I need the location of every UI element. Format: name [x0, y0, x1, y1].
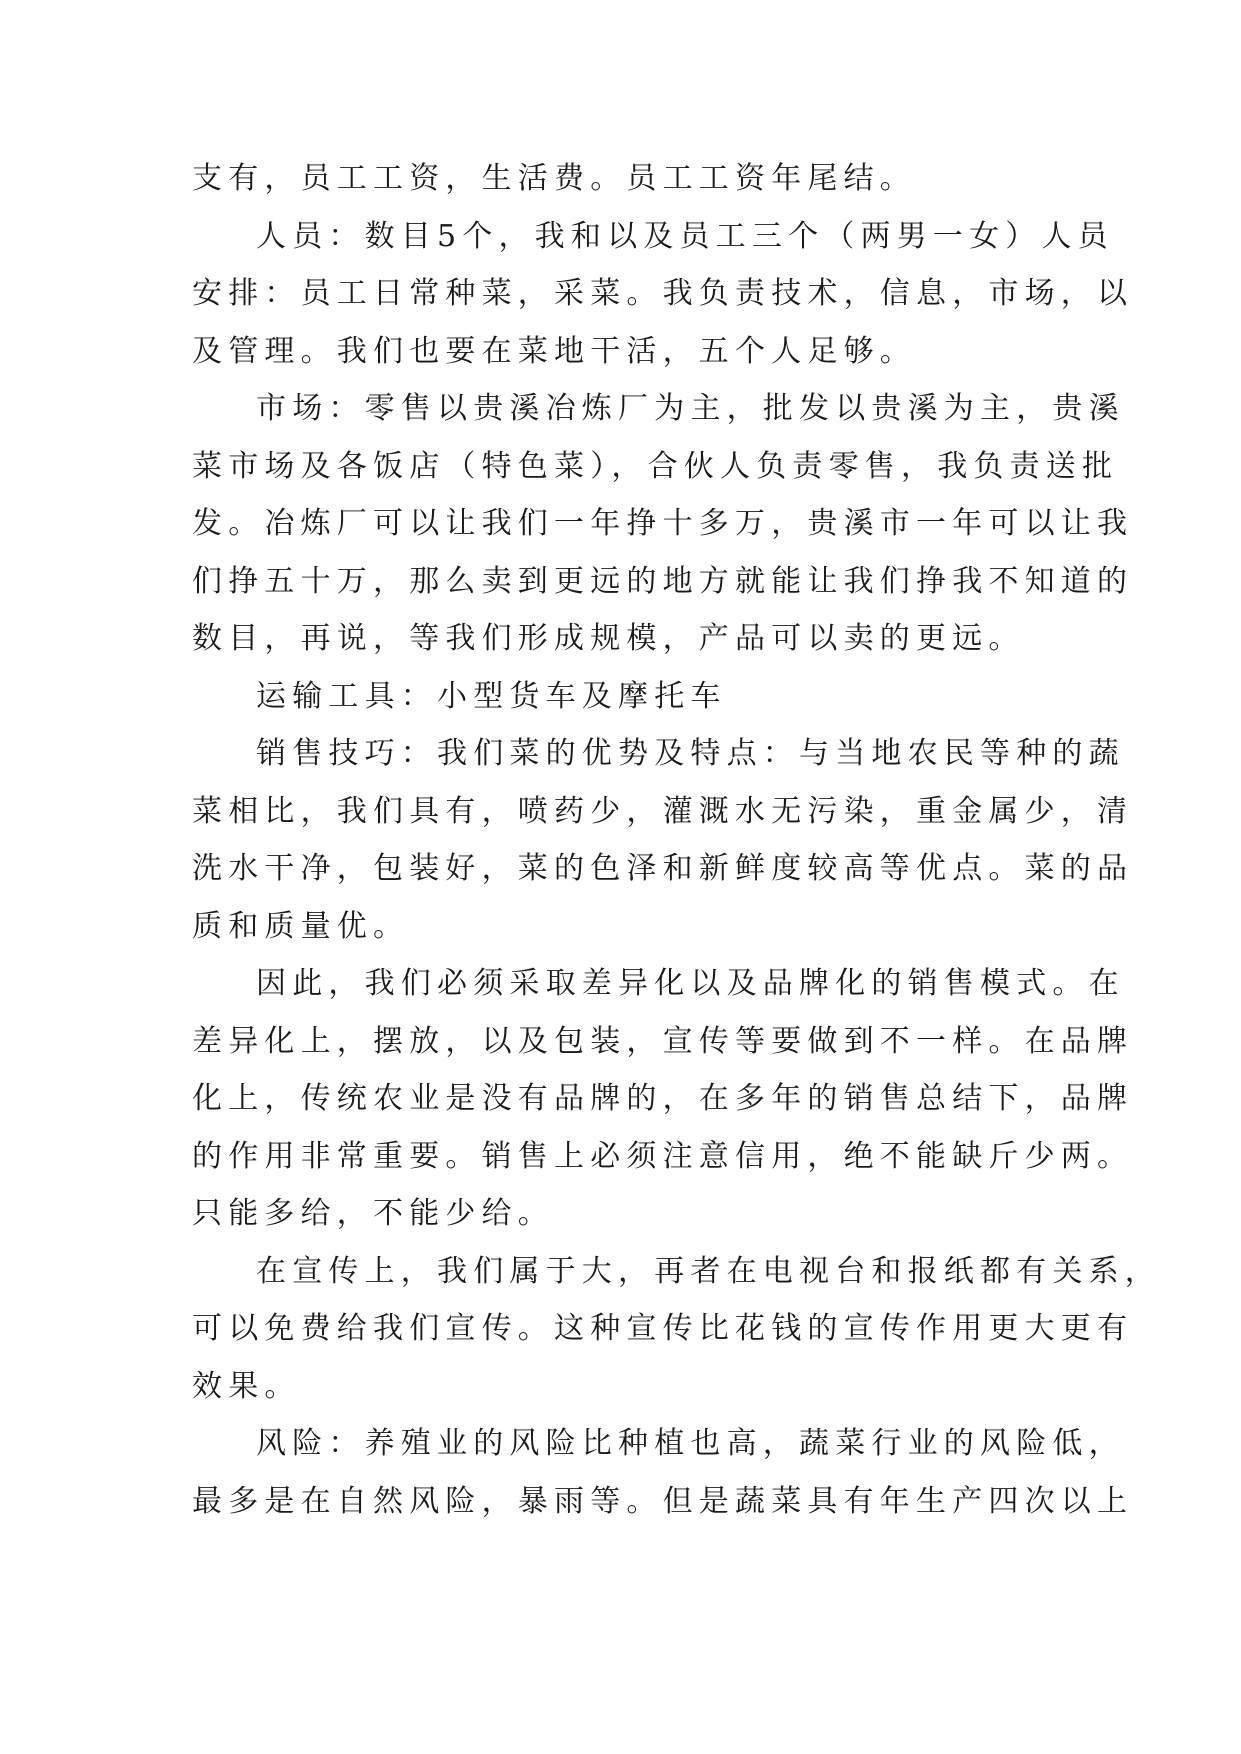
text-line: 安排：员工日常种菜，采菜。我负责技术，信息，市场，以 [192, 276, 1134, 311]
text-line: 的作用非常重要。销售上必须注意信用，绝不能缺斤少两。 [192, 1138, 1134, 1174]
text-line: 最多是在自然风险，暴雨等。但是蔬菜具有年生产四次以上 [192, 1483, 1134, 1519]
text-line: 风险：养殖业的风险比种植也高，蔬菜行业的风险低， [256, 1426, 1125, 1461]
text-line: 质和质量优。 [192, 908, 410, 944]
text-line: 菜相比，我们具有，喷药少，灌溉水无污染，重金属少，清 [192, 793, 1134, 829]
text-line: 效果。 [192, 1368, 301, 1404]
text-line: 数目，再说，等我们形成规模，产品可以卖的更远。 [192, 621, 1025, 656]
body-text [192, 150, 1161, 1530]
text-line: 们挣五十万，那么卖到更远的地方就能让我们挣我不知道的 [192, 563, 1134, 599]
text-line: 人员：数目5个，我和以及员工三个（两男一女）人员 [256, 218, 1114, 254]
text-line: 菜市场及各饭店（特色菜），合伙人负责零售，我负责送批 [192, 448, 1119, 484]
text-line: 在宣传上，我们属于大，再者在电视台和报纸都有关系， [256, 1253, 1161, 1289]
text-line: 市场：零售以贵溪冶炼厂为主，批发以贵溪为主，贵溪 [256, 391, 1125, 426]
text-line: 及管理。我们也要在菜地干活，五个人足够。 [192, 333, 916, 369]
text-line: 支有，员工工资，生活费。员工工资年尾结。 [192, 161, 916, 196]
text-line: 洗水干净，包装好，菜的色泽和新鲜度较高等优点。菜的品 [192, 851, 1134, 886]
text-line: 因此，我们必须采取差异化以及品牌化的销售模式。在 [256, 966, 1125, 1001]
text-line: 销售技巧：我们菜的优势及特点：与当地农民等种的蔬 [256, 736, 1125, 771]
text-line: 只能多给，不能少给。 [192, 1196, 554, 1231]
text-line: 差异化上，摆放，以及包装，宣传等要做到不一样。在品牌 [192, 1023, 1134, 1059]
text-line: 运输工具：小型货车及摩托车 [256, 678, 727, 714]
text-line: 化上，传统农业是没有品牌的，在多年的销售总结下，品牌 [192, 1081, 1134, 1116]
text-line: 发。冶炼厂可以让我们一年挣十多万，贵溪市一年可以让我 [192, 506, 1134, 541]
text-line: 可以免费给我们宣传。这种宣传比花钱的宣传作用更大更有 [192, 1311, 1134, 1346]
